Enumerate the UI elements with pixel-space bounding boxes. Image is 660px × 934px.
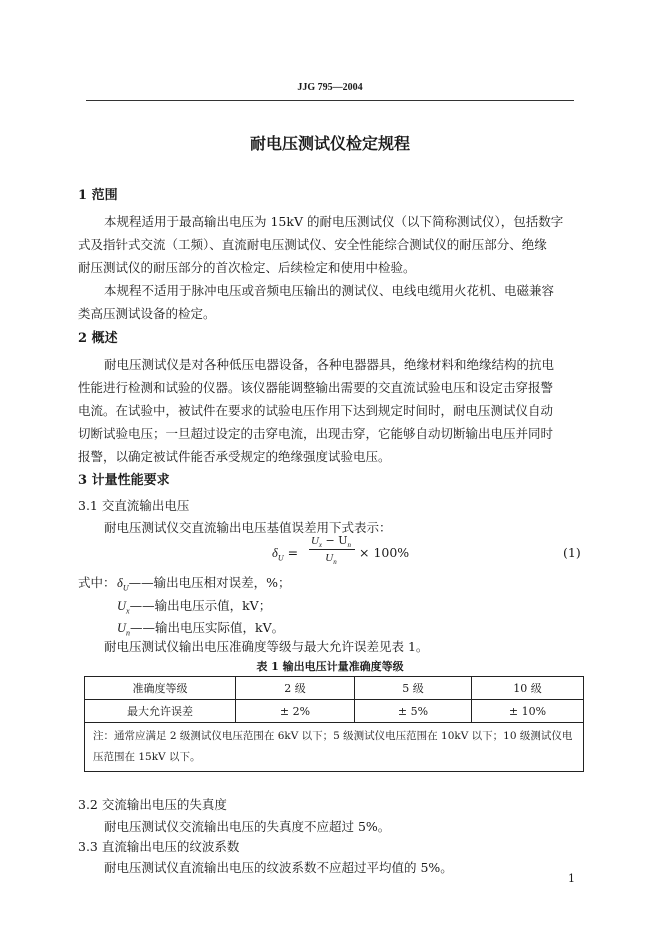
section-3-1-table-reference: 耐电压测试仪输出电压准确度等级与最大允许误差见表 1。 <box>104 639 429 654</box>
section-1-para-1-line-2: 式及指针式交流（工频）、直流耐电压测试仪、安全性能综合测试仪的耐压部分、绝缘 <box>78 237 547 252</box>
formula-lhs: δ <box>272 546 278 560</box>
section-3-1-text: 耐电压测试仪交直流输出电压基值误差用下式表示： <box>104 520 392 535</box>
section-2-line-1: 耐电压测试仪是对各种低压电器设备，各种电器器具，绝缘材料和绝缘结构的抗电 <box>104 357 555 372</box>
table-1 <box>84 676 584 772</box>
section-3-2-text: 耐电压测试仪交流输出电压的失真度不应超过 5%。 <box>104 819 391 834</box>
section-3-3-heading: 3.3 直流输出电压的纹波系数 <box>78 839 240 854</box>
document-title: 耐电压测试仪检定规程 <box>249 134 410 153</box>
section-2-line-5: 报警，以确定被试件能否承受规定的绝缘强度试验电压。 <box>78 449 391 464</box>
section-2-line-4: 切断试验电压；一旦超过设定的击穿电流，出现击穿，它能够自动切断输出电压并同时 <box>78 426 554 441</box>
formula-lhs-sub: U <box>277 553 284 563</box>
standard-code: JJG 795—2004 <box>297 82 363 93</box>
table-note: 注：通常应满足 2 级测试仪电压范围在 6kV 以下；5 级测试仪电压范围在 10kV 以下；10 级测试仪电压范围在 15kV 以下。 <box>85 723 584 772</box>
formula-fraction-bar <box>309 549 355 550</box>
table-1-caption: 表 1 输出电压计量准确度等级 <box>256 660 404 673</box>
section-1-para-2-line-1: 本规程不适用于脉冲电压或音频电压输出的测试仪、电线电缆用火花机、电磁兼容 <box>104 283 555 298</box>
section-3-3-text: 耐电压测试仪直流输出电压的纹波系数不应超过平均值的 5%。 <box>104 860 453 875</box>
table-cell: ± 10% <box>472 700 584 723</box>
table-cell: 最大允许误差 <box>85 700 236 723</box>
where-item: $\delta_U——$输出电压相对误差，%； <box>117 575 291 593</box>
formula-denominator: $U_n$ <box>325 552 337 567</box>
table-row <box>85 723 584 772</box>
section-1-heading: 1 范围 <box>78 188 118 203</box>
section-3-2-heading: 3.2 交流输出电压的失真度 <box>78 797 227 812</box>
header-rule <box>86 100 574 101</box>
formula-times-100: × 100% <box>359 545 410 560</box>
section-3-heading: 3 计量性能要求 <box>78 473 170 488</box>
table-cell: 10 级 <box>472 677 584 700</box>
section-2-heading: 2 概述 <box>78 331 118 346</box>
table-cell: 准确度等级 <box>85 677 236 700</box>
section-3-1-heading: 3.1 交直流输出电压 <box>78 498 190 513</box>
table-cell: 2 级 <box>236 677 355 700</box>
where-item: $U_n——$输出电压实际值，kV。 <box>117 620 285 638</box>
table-row <box>85 677 584 700</box>
section-2-line-3: 电流。在试验中，被试件在要求的试验电压作用下达到规定时间时，耐电压测试仪自动 <box>78 403 554 418</box>
section-1-para-1-line-3: 耐压测试仪的耐压部分的首次检定、后续检定和使用中检验。 <box>78 260 416 275</box>
section-2-line-2: 性能进行检测和试验的仪器。该仪器能调整输出需要的交直流试验电压和设定击穿报警 <box>78 380 554 395</box>
section-1-para-1-line-1: 本规程适用于最高输出电压为 15kV 的耐电压测试仪（以下简称测试仪），包括数字 <box>104 214 564 229</box>
table-cell: ± 5% <box>355 700 472 723</box>
formula-numerator: $U_x - U_n$ <box>310 534 352 550</box>
section-1-para-2-line-2: 类高压测试设备的检定。 <box>78 306 216 321</box>
page-number: 1 <box>568 872 575 885</box>
where-label: 式中： <box>78 575 116 590</box>
table-cell: 5 级 <box>355 677 472 700</box>
table-row <box>85 700 584 723</box>
formula-equals: = <box>287 545 299 560</box>
formula-number: (1) <box>563 545 581 560</box>
table-cell: ± 2% <box>236 700 355 723</box>
where-item: $U_x——$输出电压示值，kV； <box>117 598 272 616</box>
